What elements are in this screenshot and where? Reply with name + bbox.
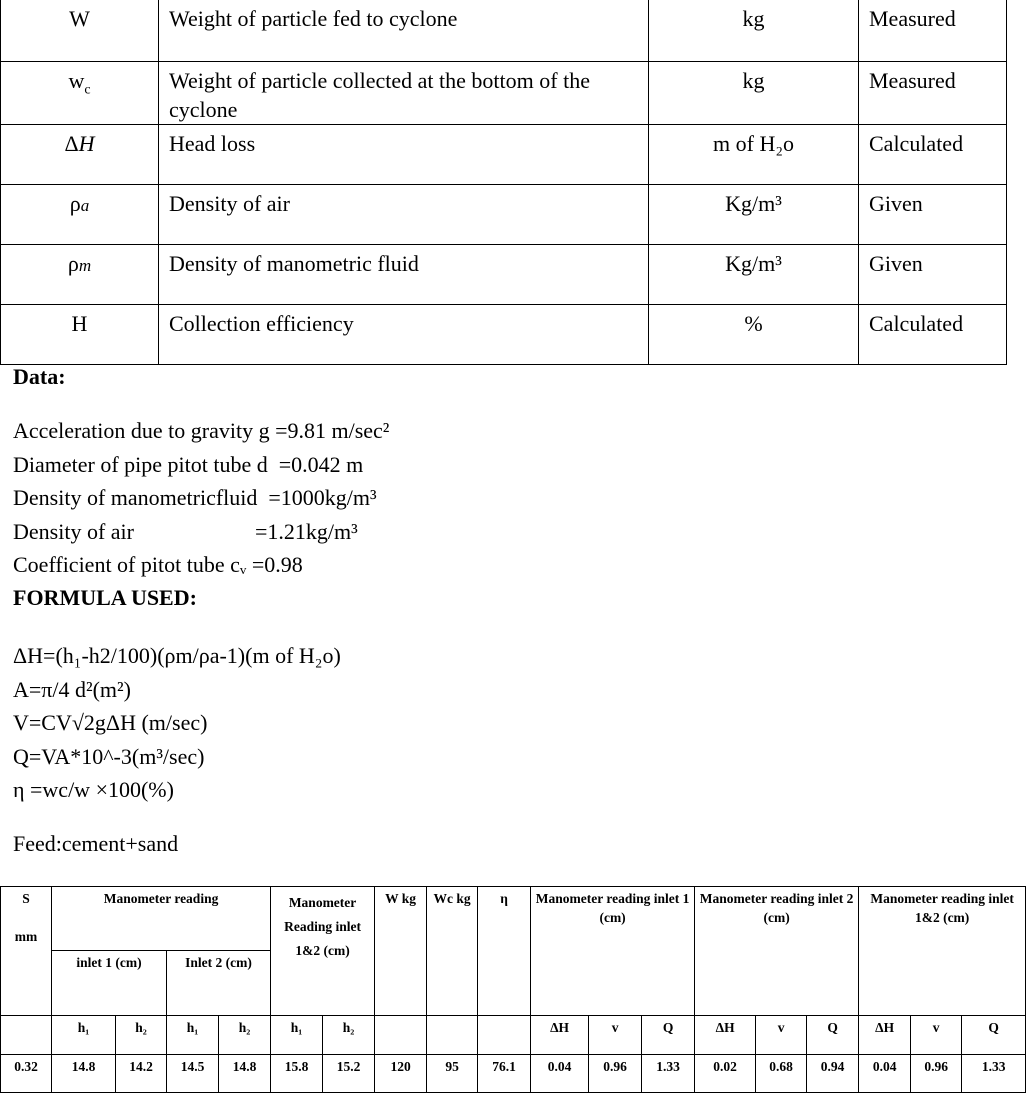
subheader-cell: h₁ xyxy=(52,1016,116,1055)
value-cell: 1.33 xyxy=(962,1055,1026,1093)
calc2-header: Manometer reading inlet 2 (cm) xyxy=(695,887,859,1016)
subheader-cell: h₂ xyxy=(116,1016,167,1055)
variable-row xyxy=(1,185,1007,245)
formulas-line: V=CV√2gΔH (m/sec) xyxy=(13,710,208,735)
data-lines-line: Density of manometricfluid =1000kg/m³ xyxy=(13,485,377,510)
calc12-header: Manometer reading inlet 1&2 (cm) xyxy=(859,887,1026,1016)
subheader-cell xyxy=(375,1016,427,1055)
value-cell: 95 xyxy=(427,1055,478,1093)
inlet12-header: Manometer Reading inlet 1&2 (cm) xyxy=(271,887,375,1016)
variable-symbol: ρa xyxy=(1,185,159,245)
variable-symbol: H xyxy=(1,305,159,365)
formulas-line: ΔH=(h₁-h2/100)(ρm/ρa-1)(m of H₂o) xyxy=(13,643,341,668)
subheader-cell xyxy=(478,1016,531,1055)
subheader-cell: v xyxy=(911,1016,962,1055)
value-cell: 14.2 xyxy=(116,1055,167,1093)
value-cell: 14.8 xyxy=(219,1055,271,1093)
subheader-cell: v xyxy=(756,1016,807,1055)
variable-type: Given xyxy=(859,185,1007,245)
value-cell: 1.33 xyxy=(642,1055,695,1093)
value-cell: 120 xyxy=(375,1055,427,1093)
value-cell: 15.2 xyxy=(323,1055,375,1093)
variable-type: Given xyxy=(859,245,1007,305)
variable-symbol: ΔH xyxy=(1,125,159,185)
subheader-cell: ΔH xyxy=(695,1016,756,1055)
variable-description: Collection efficiency xyxy=(159,305,649,365)
subheader-cell: h₂ xyxy=(323,1016,375,1055)
value-cell: 0.04 xyxy=(859,1055,911,1093)
value-cell: 0.68 xyxy=(756,1055,807,1093)
subheader-cell xyxy=(427,1016,478,1055)
formulas-line: A=π/4 d²(m²) xyxy=(13,676,131,702)
wc-header: Wc kg xyxy=(427,887,478,1016)
variable-symbol: $w_c$ xyxy=(1,62,159,125)
variable-description: Head loss xyxy=(159,125,649,185)
value-cell: 14.5 xyxy=(167,1055,219,1093)
value-cell: 0.96 xyxy=(589,1055,642,1093)
subheader-cell: Q xyxy=(807,1016,859,1055)
variable-row xyxy=(1,305,1007,365)
inlet2-header: Inlet 2 (cm) xyxy=(167,951,271,1016)
value-cell: 15.8 xyxy=(271,1055,323,1093)
variable-type: Calculated xyxy=(859,125,1007,185)
variable-symbol: W xyxy=(1,0,159,62)
data-lines-line: Density of air =1.21kg/m³ xyxy=(13,518,358,544)
value-cell: 0.96 xyxy=(911,1055,962,1093)
value-cell: 76.1 xyxy=(478,1055,531,1093)
data-lines-line: Diameter of pipe pitot tube d =0.042 m xyxy=(13,451,364,477)
variable-unit: Kg/m³ xyxy=(649,185,859,245)
feed-text: Feed:cement+sand xyxy=(13,831,179,856)
variable-type: Measured xyxy=(859,62,1007,125)
results-table xyxy=(0,886,1026,1093)
variable-unit: kg xyxy=(649,62,859,125)
variable-symbol: ρm xyxy=(1,245,159,305)
subheader-cell: Q xyxy=(962,1016,1026,1055)
subheader-cell: ΔH xyxy=(531,1016,589,1055)
variable-description: Weight of particle collected at the bottom of the cyclone xyxy=(159,62,649,125)
data-lines-line: Coefficient of pitot tube cᵥ =0.98 xyxy=(13,552,303,577)
value-cell: 0.94 xyxy=(807,1055,859,1093)
value-cell: 0.04 xyxy=(531,1055,589,1093)
variable-unit: kg xyxy=(649,0,859,62)
formula-heading: FORMULA USED: xyxy=(13,585,197,610)
formulas-line: Q=VA*10^-3(m³/sec) xyxy=(13,743,205,769)
subheader-cell: ΔH xyxy=(859,1016,911,1055)
subheader-cell: v xyxy=(589,1016,642,1055)
data-lines-line: Acceleration due to gravity g =9.81 m/sec² xyxy=(13,418,390,443)
eta-header: η xyxy=(478,887,531,1016)
variable-type: Measured xyxy=(859,0,1007,62)
s-header: S mm xyxy=(1,887,52,1016)
subheader-cell: h₁ xyxy=(271,1016,323,1055)
variable-unit: % xyxy=(649,305,859,365)
w-header: W kg xyxy=(375,887,427,1016)
variables-table xyxy=(0,0,1007,365)
inlet1-header: inlet 1 (cm) xyxy=(52,951,167,1016)
formulas-line: η =wc/w ×100(%) xyxy=(13,777,174,802)
variable-row xyxy=(1,0,1007,62)
value-cell: 14.8 xyxy=(52,1055,116,1093)
data-heading: Data: xyxy=(13,364,66,389)
subheader-cell: Q xyxy=(642,1016,695,1055)
variable-type: Calculated xyxy=(859,305,1007,365)
variable-unit: m of H₂o xyxy=(649,125,859,185)
variable-row xyxy=(1,62,1007,125)
value-cell: 0.02 xyxy=(695,1055,756,1093)
variable-description: Density of air xyxy=(159,185,649,245)
variable-row xyxy=(1,245,1007,305)
variable-description: Density of manometric fluid xyxy=(159,245,649,305)
subheader-cell: h₁ xyxy=(167,1016,219,1055)
variable-description: Weight of particle fed to cyclone xyxy=(159,0,649,62)
manometer-header: Manometer reading xyxy=(52,887,271,951)
variable-unit: Kg/m³ xyxy=(649,245,859,305)
value-cell: 0.32 xyxy=(1,1055,52,1093)
subheader-cell: h₂ xyxy=(219,1016,271,1055)
variable-row xyxy=(1,125,1007,185)
calc1-header: Manometer reading inlet 1 (cm) xyxy=(531,887,695,1016)
